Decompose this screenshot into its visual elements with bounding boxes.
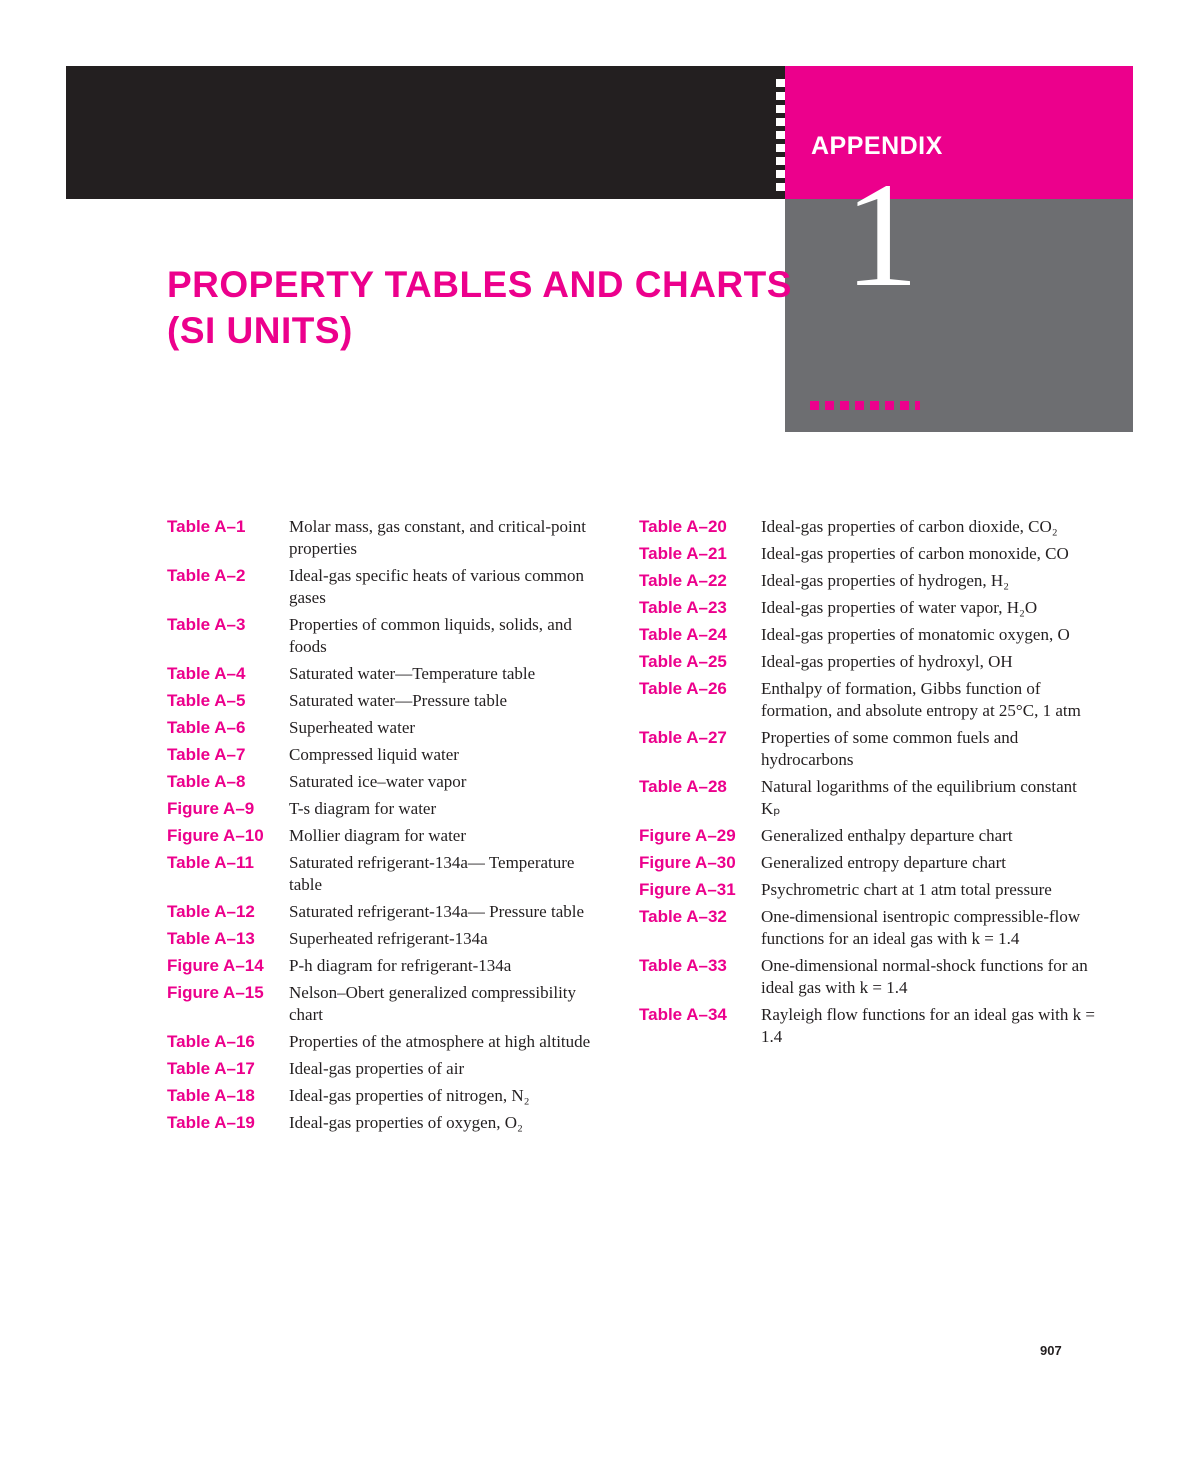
entry-description: Generalized entropy departure chart [761, 853, 1006, 872]
contents-entry[interactable] [167, 798, 607, 820]
contents-left-column [167, 516, 607, 1139]
entry-description: Saturated refrigerant-134a— Pressure table [289, 902, 585, 921]
entry-description: Ideal-gas properties of water vapor, H₂O [761, 598, 1038, 617]
entry-description: Nelson–Obert generalized compressibility chart [289, 983, 577, 1024]
contents-entry[interactable] [639, 516, 1099, 538]
entry-description: Superheated water [289, 718, 416, 737]
entry-description: Ideal-gas specific heats of various common gases [289, 566, 585, 607]
entry-label: Figure A–9 [167, 799, 255, 818]
entry-description: Enthalpy of formation, Gibbs function of formation, and absolute entropy at 25°C, 1 atm [761, 679, 1081, 720]
entry-label: Table A–5 [167, 691, 246, 710]
contents-entry[interactable] [639, 825, 1099, 847]
entry-label: Table A–32 [639, 907, 727, 926]
entry-label: Figure A–31 [639, 880, 736, 899]
entry-label: Table A–20 [639, 517, 727, 536]
entry-label: Table A–27 [639, 728, 727, 747]
page-number: 907 [1040, 1343, 1062, 1358]
entry-description: Saturated ice–water vapor [289, 772, 467, 791]
entry-label: Table A–1 [167, 517, 246, 536]
entry-description: P-h diagram for refrigerant-134a [289, 956, 512, 975]
contents-entry[interactable] [639, 543, 1099, 565]
contents-entry[interactable] [639, 852, 1099, 874]
entry-description: Rayleigh flow functions for an ideal gas with k = 1.4 [761, 1005, 1095, 1046]
entry-label: Table A–17 [167, 1059, 255, 1078]
horizontal-dot-divider [810, 401, 920, 410]
entry-description: One-dimensional isentropic compressible-flow functions for an ideal gas with k = 1.4 [761, 907, 1081, 948]
entry-description: Properties of the atmosphere at high altitude [289, 1032, 591, 1051]
entry-description: Mollier diagram for water [289, 826, 467, 845]
entry-description: Compressed liquid water [289, 745, 459, 764]
contents-entry[interactable] [167, 901, 607, 923]
contents-entry[interactable] [639, 651, 1099, 673]
contents-entry[interactable] [639, 1004, 1099, 1048]
contents-entry[interactable] [639, 727, 1099, 771]
contents-entry[interactable] [639, 906, 1099, 950]
page-title [167, 262, 792, 354]
entry-label: Figure A–29 [639, 826, 736, 845]
contents-entry[interactable] [639, 879, 1099, 901]
entry-label: Table A–34 [639, 1005, 727, 1024]
entry-description: Generalized enthalpy departure chart [761, 826, 1013, 845]
entry-label: Table A–6 [167, 718, 246, 737]
contents-entry[interactable] [167, 771, 607, 793]
contents-entry[interactable] [167, 1112, 607, 1134]
entry-label: Table A–16 [167, 1032, 255, 1051]
entry-description: Ideal-gas properties of nitrogen, N₂ [289, 1086, 530, 1105]
contents-entry[interactable] [167, 717, 607, 739]
entry-description: One-dimensional normal-shock functions for an ideal gas with k = 1.4 [761, 956, 1088, 997]
contents-entry[interactable] [639, 955, 1099, 999]
contents-entry[interactable] [167, 982, 607, 1026]
entry-description: Saturated water—Pressure table [289, 691, 508, 710]
entry-label: Table A–25 [639, 652, 727, 671]
title-line-2: (SI UNITS) [167, 310, 353, 351]
contents-entry[interactable] [639, 678, 1099, 722]
entry-description: Properties of some common fuels and hydrocarbons [761, 728, 1019, 769]
entry-description: Ideal-gas properties of air [289, 1059, 465, 1078]
entry-label: Table A–21 [639, 544, 727, 563]
appendix-number: 1 [844, 152, 919, 318]
contents-entry[interactable] [167, 663, 607, 685]
entry-label: Table A–12 [167, 902, 255, 921]
entry-description: Molar mass, gas constant, and critical-point properties [289, 517, 586, 558]
entry-label: Table A–26 [639, 679, 727, 698]
contents-right-column [639, 516, 1099, 1053]
entry-description: Ideal-gas properties of carbon monoxide, CO [761, 544, 1069, 563]
entry-label: Figure A–10 [167, 826, 264, 845]
header-grey-block [785, 199, 1133, 432]
entry-label: Table A–24 [639, 625, 727, 644]
entry-label: Table A–4 [167, 664, 246, 683]
contents-entry[interactable] [167, 614, 607, 658]
title-line-1: PROPERTY TABLES AND CHARTS [167, 264, 792, 305]
vertical-dot-divider [776, 79, 785, 195]
entry-label: Figure A–14 [167, 956, 264, 975]
entry-label: Table A–11 [167, 853, 254, 872]
entry-label: Table A–22 [639, 571, 727, 590]
contents-entry[interactable] [639, 597, 1099, 619]
contents-entry[interactable] [167, 955, 607, 977]
entry-description: Superheated refrigerant-134a [289, 929, 488, 948]
entry-description: Saturated water—Temperature table [289, 664, 536, 683]
entry-description: T-s diagram for water [289, 799, 437, 818]
entry-description: Properties of common liquids, solids, and foods [289, 615, 572, 656]
contents-entry[interactable] [167, 1031, 607, 1053]
contents-entry[interactable] [639, 776, 1099, 820]
appendix-label: APPENDIX [811, 132, 943, 160]
entry-label: Table A–19 [167, 1113, 255, 1132]
entry-label: Table A–18 [167, 1086, 255, 1105]
entry-label: Table A–28 [639, 777, 727, 796]
entry-description: Ideal-gas properties of monatomic oxygen, O [761, 625, 1070, 644]
header-dark-band [66, 66, 785, 199]
contents-entry[interactable] [167, 690, 607, 712]
contents-entry[interactable] [167, 825, 607, 847]
entry-label: Table A–23 [639, 598, 727, 617]
entry-description: Psychrometric chart at 1 atm total pressure [761, 880, 1052, 899]
entry-label: Figure A–30 [639, 853, 736, 872]
contents-entry[interactable] [167, 516, 607, 560]
entry-description: Ideal-gas properties of carbon dioxide, CO₂ [761, 517, 1058, 536]
contents-entry[interactable] [167, 1058, 607, 1080]
contents-entry[interactable] [167, 565, 607, 609]
entry-description: Saturated refrigerant-134a— Temperature table [289, 853, 575, 894]
entry-label: Table A–13 [167, 929, 255, 948]
entry-description: Natural logarithms of the equilibrium constant Kₚ [761, 777, 1077, 818]
entry-description: Ideal-gas properties of hydrogen, H₂ [761, 571, 1010, 590]
entry-description: Ideal-gas properties of hydroxyl, OH [761, 652, 1013, 671]
contents-entry[interactable] [167, 1085, 607, 1107]
contents-entry[interactable] [639, 624, 1099, 646]
entry-label: Table A–7 [167, 745, 246, 764]
contents-entry[interactable] [639, 570, 1099, 592]
entry-label: Figure A–15 [167, 983, 264, 1002]
entry-description: Ideal-gas properties of oxygen, O₂ [289, 1113, 523, 1132]
contents-entry[interactable] [167, 852, 607, 896]
entry-label: Table A–33 [639, 956, 727, 975]
entry-label: Table A–3 [167, 615, 246, 634]
contents-entry[interactable] [167, 928, 607, 950]
contents-entry[interactable] [167, 744, 607, 766]
entry-label: Table A–8 [167, 772, 246, 791]
entry-label: Table A–2 [167, 566, 246, 585]
